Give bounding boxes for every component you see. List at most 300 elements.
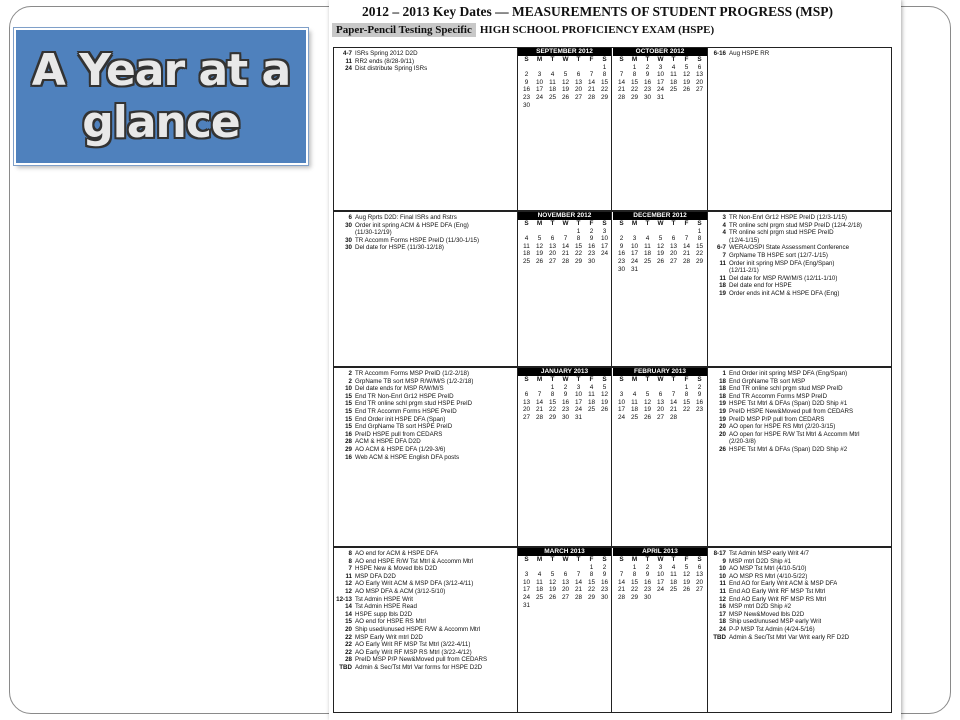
day-number: 24 [574, 406, 583, 414]
day-number: 26 [682, 586, 691, 594]
weekday-label: W [657, 556, 664, 563]
day-number: 9 [645, 71, 650, 79]
day-number: 8 [632, 71, 637, 79]
weekday-label: S [619, 220, 624, 227]
day-number: 2 [602, 563, 607, 571]
event-text: AO end for HSPE RS Mtrl [355, 618, 426, 626]
event-text: (2/20-3/8) [729, 438, 756, 446]
weekday-label: M [536, 56, 543, 63]
day-number: 28 [617, 593, 626, 601]
day-number: 6 [576, 71, 581, 79]
weekday-label: T [550, 56, 555, 63]
day-number: 3 [632, 235, 637, 243]
day-number: 3 [619, 391, 624, 399]
document-title: 2012 – 2013 Key Dates — MEASUREMENTS OF STUDENT PROGRESS (MSP) [362, 4, 834, 19]
day-number: 10 [535, 78, 544, 86]
day-number: 25 [669, 86, 678, 94]
month-header: SEPTEMBER 2012 [518, 48, 611, 56]
day-number: 22 [548, 406, 557, 414]
event-row [336, 603, 515, 611]
event-row [710, 446, 891, 454]
event-text: Del date for HSPE (11/30-12/18) [355, 244, 444, 252]
day-number: 26 [561, 93, 570, 101]
event-date: 18 [719, 618, 726, 626]
event-row [710, 260, 891, 268]
event-date: 11 [345, 57, 352, 65]
day-number: 23 [643, 586, 652, 594]
event-row [336, 408, 515, 416]
day-number: 20 [669, 250, 678, 258]
day-number: 18 [587, 398, 596, 406]
event-text: AO end for ACM & HSPE DFA [355, 550, 439, 557]
event-date: 16 [345, 453, 352, 461]
day-number: 14 [682, 242, 691, 250]
day-number: 7 [619, 71, 624, 79]
event-date: 15 [345, 400, 352, 408]
event-row [710, 252, 891, 260]
day-number: 8 [684, 391, 689, 399]
day-number: 27 [695, 586, 704, 594]
day-number: 16 [695, 398, 704, 406]
event-row [710, 596, 891, 604]
event-date: 6-7 [717, 244, 726, 252]
weekday-label: M [631, 556, 638, 563]
day-number: 9 [697, 391, 702, 399]
weekday-label: F [589, 376, 594, 383]
day-number: 7 [576, 571, 581, 579]
day-number: 17 [535, 86, 544, 94]
day-number: 2 [589, 227, 594, 235]
weekday-label: S [602, 220, 607, 227]
day-number: 18 [669, 78, 678, 86]
day-number: 28 [587, 93, 596, 101]
event-row [336, 626, 515, 634]
event-text: End TR online schl prgm stud HSPE PreID [355, 400, 473, 408]
event-text: Admin & Sec/Tst Mtrl Var forms for HSPE D2D [355, 663, 483, 671]
event-text: MSP DFA D2D [355, 572, 396, 580]
weekday-label: S [697, 220, 702, 227]
day-number: 22 [587, 586, 596, 594]
day-number: 15 [695, 242, 704, 250]
month-header: MARCH 2013 [518, 548, 611, 556]
day-number: 9 [602, 571, 607, 579]
day-number: 7 [619, 571, 624, 579]
day-number: 24 [656, 586, 665, 594]
event-text: Ship used/unused MSP early Writ [729, 618, 822, 626]
day-number: 16 [561, 398, 570, 406]
event-date [710, 237, 729, 245]
day-number: 25 [535, 593, 544, 601]
day-number: 4 [671, 63, 676, 71]
event-text: End TR Accomm Forms HSPE PreID [355, 407, 457, 415]
day-number: 28 [561, 257, 570, 265]
event-row [336, 378, 515, 386]
month-calendar [518, 48, 612, 210]
day-number: 8 [602, 71, 607, 79]
event-row [710, 385, 891, 393]
event-text: End GrpName TB sort MSP [729, 377, 806, 385]
event-date: 19 [719, 407, 726, 415]
weekday-label: S [524, 376, 529, 383]
empty-day-cell [520, 564, 533, 572]
day-number: 29 [695, 257, 704, 265]
day-number: 22 [630, 86, 639, 94]
event-text: End Order init spring MSP DFA (Eng/Span) [729, 370, 848, 377]
day-number: 20 [574, 86, 583, 94]
event-text: Aug Rprts D2D: Final ISRs and Rstrs [355, 214, 457, 221]
day-number: 26 [535, 257, 544, 265]
weekday-label: M [536, 220, 543, 227]
event-text: Ship used/unused HSPE R/W & Accomm Mtrl [355, 625, 481, 633]
event-date: 16 [719, 603, 726, 611]
event-text: Dist distribute Spring ISRs [355, 65, 428, 73]
weekday-label: T [645, 376, 650, 383]
empty-day-cell [559, 564, 572, 572]
event-text: Order init spring MSP DFA (Eng/Span) [729, 259, 835, 267]
event-date: 30 [345, 244, 352, 252]
day-number: 13 [656, 398, 665, 406]
day-number: 8 [632, 571, 637, 579]
event-row [710, 370, 891, 378]
empty-day-cell [533, 228, 546, 236]
event-text: PreID MSP P/P New&Moved pull from CEDARS [355, 656, 488, 664]
weekday-label: W [657, 56, 664, 63]
day-number: 26 [682, 86, 691, 94]
day-number: 19 [643, 406, 652, 414]
event-date: 2 [348, 370, 352, 377]
month-calendar [613, 548, 707, 602]
empty-day-cell [641, 384, 654, 392]
day-number: 23 [695, 406, 704, 414]
event-date: 10 [345, 385, 352, 393]
event-date: 19 [719, 289, 726, 297]
day-number: 24 [535, 93, 544, 101]
day-number: 22 [574, 250, 583, 258]
right-events-column [708, 212, 893, 366]
event-text: End TR Non-Enrl Gr12 HSPE PreID [355, 392, 454, 400]
day-number: 20 [656, 406, 665, 414]
right-events-column [708, 48, 893, 210]
calendar-column [518, 368, 708, 546]
day-number: 30 [587, 257, 596, 265]
event-row [710, 431, 891, 439]
day-number: 4 [671, 563, 676, 571]
quarter-section [333, 211, 892, 367]
day-number: 6 [524, 391, 529, 399]
day-number: 22 [695, 250, 704, 258]
event-row [710, 565, 891, 573]
day-number: 11 [523, 242, 530, 250]
day-number: 12 [561, 78, 570, 86]
day-number: 14 [669, 398, 678, 406]
weekday-label: T [671, 376, 676, 383]
day-number: 29 [574, 257, 583, 265]
day-number: 21 [574, 586, 583, 594]
empty-day-cell [654, 228, 667, 236]
event-date: 9 [722, 557, 726, 565]
event-text: MSP mtrl D2D Ship #2 [729, 603, 792, 611]
day-number: 13 [548, 242, 557, 250]
day-number: 3 [576, 383, 581, 391]
calendar-column [518, 212, 708, 366]
event-row [336, 416, 515, 424]
day-number: 29 [630, 93, 639, 101]
day-number: 8 [697, 235, 702, 243]
day-number: 25 [587, 406, 596, 414]
day-number: 2 [619, 235, 624, 243]
day-number: 30 [643, 93, 652, 101]
weekday-label: F [684, 556, 689, 563]
day-number: 10 [656, 571, 665, 579]
event-date: 4 [722, 221, 726, 229]
event-text: End AO Early Writ RF MSP Tst Mtrl [729, 587, 826, 595]
day-number: 6 [671, 235, 676, 243]
day-number: 13 [522, 398, 531, 406]
event-date: 10 [719, 565, 726, 573]
event-text: (12/11-2/1) [729, 267, 759, 275]
event-date: TBD [713, 633, 726, 641]
day-number: 13 [574, 78, 583, 86]
weekday-label: T [576, 56, 581, 63]
day-number: 12 [656, 242, 665, 250]
empty-day-cell [628, 228, 641, 236]
empty-day-cell [520, 64, 533, 72]
empty-day-cell [546, 564, 559, 572]
event-date: 16 [345, 430, 352, 438]
event-row [710, 611, 891, 619]
event-text: TR online schl prgm stud HSPE PreID [729, 229, 834, 237]
day-number: 10 [617, 398, 626, 406]
day-number: 18 [548, 86, 557, 94]
day-number: 29 [600, 93, 609, 101]
event-date [336, 229, 355, 237]
event-row [710, 267, 891, 275]
day-number: 15 [682, 398, 691, 406]
day-number: 6 [563, 571, 568, 579]
day-number: 1 [632, 563, 637, 571]
weekday-label: S [619, 56, 624, 63]
month-grid [518, 220, 611, 266]
event-row [336, 446, 515, 454]
day-number: 23 [600, 586, 609, 594]
day-number: 19 [656, 250, 665, 258]
event-text: AO MSP DFA & ACM (3/12-5/10) [355, 587, 446, 595]
event-text: Order ends init ACM & HSPE DFA (Eng) [729, 289, 840, 297]
event-date: 7 [722, 251, 726, 259]
day-number: 11 [549, 78, 556, 86]
event-row [710, 214, 891, 222]
day-number: 16 [522, 86, 531, 94]
weekday-label: T [645, 56, 650, 63]
event-row [710, 550, 891, 558]
day-number: 9 [524, 78, 529, 86]
day-number: 13 [695, 571, 704, 579]
month-grid [613, 556, 707, 602]
day-number: 24 [630, 257, 639, 265]
event-date: 11 [719, 259, 726, 267]
event-text: PreID MSP P/P pull from CEDARS [729, 415, 825, 423]
event-text: PreID HSPE New&Moved pull from CEDARS [729, 407, 854, 415]
day-number: 3 [524, 571, 529, 579]
day-number: 15 [630, 578, 639, 586]
event-row [336, 58, 515, 66]
event-date: 11 [719, 587, 726, 595]
empty-day-cell [615, 228, 628, 236]
event-text: WERA/OSPI State Assessment Conference [729, 244, 850, 252]
slide-title: A Year at a glance [31, 44, 291, 148]
event-row [710, 573, 891, 581]
empty-day-cell [641, 228, 654, 236]
event-text: PreID HSPE pull from CEDARS [355, 430, 443, 438]
event-date: 18 [719, 282, 726, 290]
weekday-label: F [589, 556, 594, 563]
day-number: 31 [522, 601, 531, 609]
day-number: 17 [617, 406, 626, 414]
day-number: 24 [600, 250, 609, 258]
event-row [336, 664, 515, 672]
event-row [710, 222, 891, 230]
event-text: HSPE Tst Mtrl & DFAs (Span) D2D Ship #2 [729, 445, 848, 453]
right-events-column [708, 368, 893, 546]
day-number: 16 [600, 578, 609, 586]
weekday-label: F [684, 376, 689, 383]
event-row [336, 649, 515, 657]
day-number: 21 [561, 250, 570, 258]
day-number: 12 [535, 242, 544, 250]
day-number: 21 [617, 86, 626, 94]
event-row [710, 290, 891, 298]
day-number: 18 [522, 250, 531, 258]
event-text: Web ACM & HSPE English DFA posts [355, 453, 460, 461]
event-row [336, 454, 515, 462]
day-number: 19 [561, 86, 570, 94]
day-number: 28 [574, 593, 583, 601]
day-number: 16 [643, 578, 652, 586]
event-date: TBD [339, 663, 352, 671]
event-date: 8 [348, 557, 352, 565]
event-date: 8 [348, 550, 352, 557]
day-number: 30 [600, 593, 609, 601]
day-number: 23 [522, 93, 531, 101]
day-number: 1 [602, 63, 607, 71]
empty-day-cell [559, 64, 572, 72]
event-date: 24 [719, 625, 726, 633]
event-date: 3 [722, 214, 726, 221]
event-text: AO Early Writ RF MSP RS Mtrl (3/22-4/12) [355, 648, 472, 656]
event-date: 12 [345, 580, 352, 588]
empty-day-cell [654, 384, 667, 392]
day-number: 15 [600, 78, 609, 86]
weekday-label: T [576, 556, 581, 563]
day-number: 11 [536, 578, 543, 586]
event-text: AO ACM & HSPE DFA (1/29-3/6) [355, 445, 446, 453]
weekday-label: W [657, 220, 664, 227]
day-number: 18 [643, 250, 652, 258]
event-date: 18 [719, 392, 726, 400]
event-date: 15 [345, 407, 352, 415]
day-number: 26 [643, 413, 652, 421]
event-row [336, 423, 515, 431]
event-row [710, 580, 891, 588]
day-number: 5 [602, 383, 607, 391]
event-date: 14 [345, 610, 352, 618]
day-number: 22 [630, 586, 639, 594]
day-number: 13 [561, 578, 570, 586]
day-number: 15 [587, 578, 596, 586]
event-row [336, 558, 515, 566]
month-calendar [613, 212, 707, 273]
day-number: 27 [561, 593, 570, 601]
left-events-column [334, 212, 518, 366]
day-number: 24 [656, 86, 665, 94]
weekday-label: F [589, 56, 594, 63]
event-text: Tst Admin HSPE Writ [355, 595, 413, 603]
weekday-label: T [671, 56, 676, 63]
quarter-section [333, 367, 892, 547]
weekday-label: W [562, 56, 569, 63]
day-number: 31 [630, 265, 639, 273]
day-number: 23 [587, 250, 596, 258]
day-number: 24 [617, 413, 626, 421]
day-number: 30 [617, 265, 626, 273]
weekday-label: W [657, 376, 664, 383]
event-row [710, 229, 891, 237]
day-number: 3 [658, 563, 663, 571]
event-row [710, 50, 891, 58]
day-number: 27 [574, 93, 583, 101]
weekday-label: T [576, 376, 581, 383]
day-number: 2 [524, 71, 529, 79]
event-text: GrpName TB HSPE sort (12/7-1/15) [729, 251, 828, 259]
event-text: TR Accomm Forms HSPE PreID (11/30-1/15) [355, 236, 480, 244]
event-text: TR online schl prgm stud MSP PreID (12/4-2/18) [729, 221, 862, 229]
weekday-label: S [619, 376, 624, 383]
month-calendar [518, 548, 612, 712]
event-text: End AO Early Writ RF MSP RS Mtrl [729, 595, 827, 603]
event-text: ISRs Spring 2012 D2D [355, 50, 418, 57]
day-number: 2 [645, 63, 650, 71]
event-text: Del date ends for MSP R/W/M/S [355, 385, 444, 393]
event-date: 15 [345, 423, 352, 431]
day-number: 4 [645, 235, 650, 243]
day-number: 6 [658, 391, 663, 399]
weekday-label: F [589, 220, 594, 227]
day-number: 5 [550, 571, 555, 579]
day-number: 4 [537, 571, 542, 579]
weekday-label: S [697, 556, 702, 563]
empty-day-cell [546, 228, 559, 236]
day-number: 19 [600, 398, 609, 406]
event-text: End TR online schl prgm stud MSP PreID [729, 385, 843, 393]
day-number: 21 [669, 406, 678, 414]
day-number: 5 [645, 391, 650, 399]
left-events-column [334, 368, 518, 546]
empty-day-cell [615, 384, 628, 392]
day-number: 20 [522, 406, 531, 414]
weekday-label: S [697, 376, 702, 383]
day-number: 6 [697, 63, 702, 71]
month-grid [518, 376, 611, 422]
day-number: 23 [617, 257, 626, 265]
event-row [710, 416, 891, 424]
event-date: 26 [719, 445, 726, 453]
day-number: 1 [589, 563, 594, 571]
day-number: 5 [537, 235, 542, 243]
day-number: 1 [576, 227, 581, 235]
day-number: 28 [682, 257, 691, 265]
day-number: 22 [682, 406, 691, 414]
event-text: AO end HSPE R/W Tst Mtrl & Accomm Mtrl [355, 557, 474, 565]
